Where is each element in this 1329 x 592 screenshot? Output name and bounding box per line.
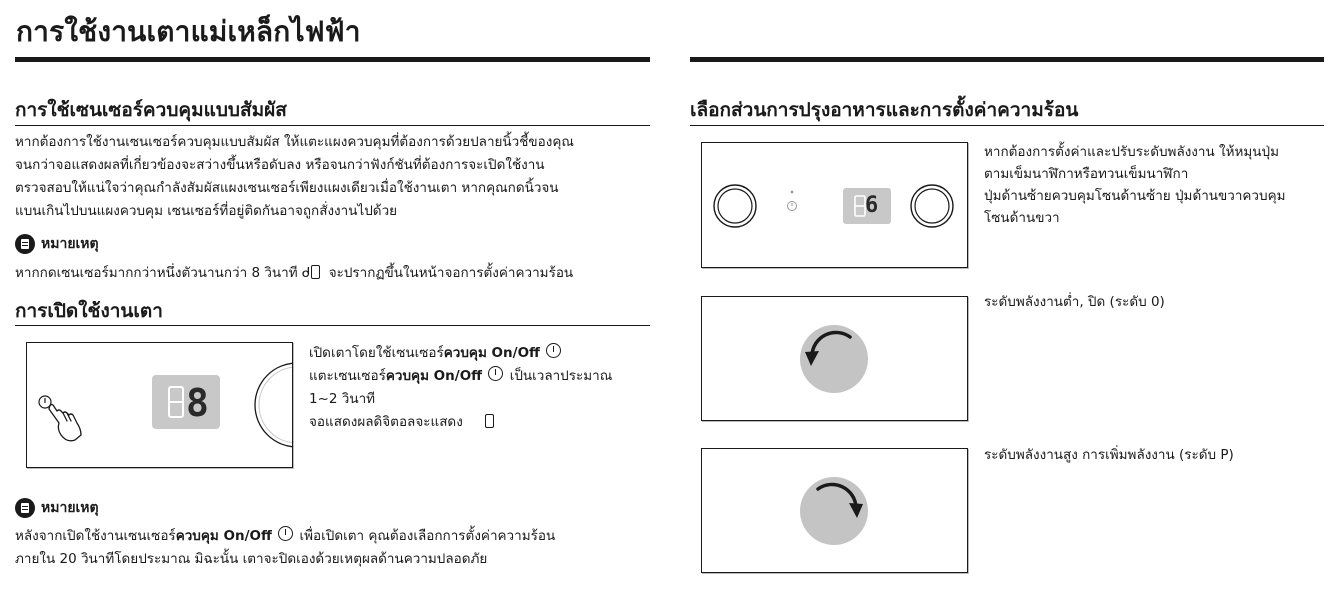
note-icon (15, 498, 35, 518)
turn-on-line: แตะเซนเซอร์ควบคุม On/Off เป็นเวลาประมาณ (309, 368, 613, 384)
select-zone-heading: เลือกส่วนการปรุงอาหารและการตั้งค่าความร้อน (690, 99, 1079, 121)
on-off-label: ควบคุม On/Off (175, 528, 272, 544)
note2-line: ภายใน 20 วินาทีโดยประมาณ มิฉะนั้น เตาจะปิดเองด้วยเหตุผลด้านความปลอดภัย (15, 551, 488, 567)
left-knob (714, 185, 756, 227)
knob-desc-line: หากต้องการตั้งค่าและปรับระดับพลังงาน ให้หมุนปุ่ม (984, 144, 1279, 160)
turn-on-line: เปิดเตาโดยใช้เซนเซอร์ควบคุม On/Off (309, 342, 654, 365)
control-panel-svg (702, 143, 967, 267)
segment-box (485, 414, 494, 428)
error-code-glyph: ᑯ (301, 265, 311, 281)
low-power-description: ระดับพลังงานต่ำ, ปิด (ระดับ 0) (984, 294, 1165, 310)
segment-box (311, 265, 320, 279)
touch-body-line: ตรวจสอบให้แน่ใจว่าคุณกำลังสัมผัสแผงเซนเซอร์เพียงแผงเดียวเมื่อใช้งานเตา หากคุณกดนิ้วจน (15, 180, 559, 196)
cooktop-panel-illustration (26, 342, 293, 468)
high-power-illustration (701, 448, 968, 573)
note-heading-label: หมายเหตุ (41, 500, 99, 516)
turn-on-line: 1~2 วินาที (309, 391, 376, 407)
note-heading-label: หมายเหตุ (41, 236, 99, 252)
touch-sensor-heading: การใช้เซนเซอร์ควบคุมแบบสัมผัส (15, 99, 287, 121)
note-text-before: หากกดเซนเซอร์มากกว่าหนึ่งตัวนานกว่า 8 วินาที (15, 265, 298, 281)
right-knob (911, 185, 953, 227)
select-zone-rule (690, 125, 1324, 126)
power-icon (488, 366, 503, 381)
left-title-rule (15, 57, 650, 62)
on-off-label: ควบคุม On/Off (443, 345, 540, 361)
timer-icon (788, 191, 797, 211)
knob-desc-line: ตามเข็มนาฬิกาหรือทวนเข็มนาฬิกา (984, 166, 1189, 182)
turn-on-heading: การเปิดใช้งานเตา (15, 300, 163, 322)
knob-desc-line: โซนด้านขวา (984, 210, 1060, 226)
display-digit: 8 (186, 381, 209, 425)
cw-knob-svg (702, 449, 967, 572)
touch-sensor-rule (15, 125, 650, 126)
note-heading (15, 497, 99, 519)
ccw-knob-svg (702, 297, 967, 420)
note2-body (15, 525, 655, 571)
power-icon (546, 343, 561, 358)
touch-body-line: หากต้องการใช้งานเซนเซอร์ควบคุมแบบสัมผัส ให้แตะแผงควบคุมที่ต้องการด้วยปลายนิ้วชี้ของคุณ (15, 134, 574, 150)
turn-on-rule (15, 325, 650, 326)
hand-icon (49, 405, 81, 441)
note-icon (15, 234, 35, 254)
knob-description (984, 141, 1324, 229)
low-power-illustration (701, 296, 968, 421)
display-digit: 6 (865, 193, 879, 218)
page-title: การใช้งานเตาแม่เหล็กไฟฟ้า (16, 15, 361, 48)
panel-svg (27, 343, 292, 467)
control-panel-illustration (701, 142, 968, 268)
high-power-description: ระดับพลังงานสูง การเพิ่มพลังงาน (ระดับ P) (984, 447, 1234, 463)
error-code (302, 265, 324, 281)
touch-body-line: แบนเกินไปบนแผงควบคุม เซนเซอร์ที่อยู่ติดกันอาจถูกสั่งงานไปด้วย (15, 203, 398, 219)
on-off-label: ควบคุม On/Off (385, 368, 483, 384)
power-icon (278, 526, 293, 541)
turn-on-line: จอแสดงผลดิจิตอลจะแสดง (309, 411, 654, 434)
touch-sensor-body (15, 131, 655, 223)
right-title-rule (690, 57, 1324, 62)
note2-line: หลังจากเปิดใช้งานเซนเซอร์ควบคุม On/Off เพื่อเปิดเตา คุณต้องเลือกการตั้งค่าความร้อน (15, 528, 556, 544)
turn-on-instructions (309, 342, 654, 434)
touch-body-line: จนกว่าจอแสดงผลที่เกี่ยวข้องจะสว่างขึ้นหรือดับลง หรือจนกว่าฟังก์ชันที่ต้องการจะเปิดใช้งาน (15, 157, 545, 173)
note-body (15, 262, 655, 285)
knob-desc-line: ปุ่มด้านซ้ายควบคุมโซนด้านซ้าย ปุ่มด้านขวาควบคุม (984, 188, 1286, 204)
note-heading (15, 233, 99, 255)
note-text-after: จะปรากฏขึ้นในหน้าจอการตั้งค่าความร้อน (328, 265, 574, 281)
